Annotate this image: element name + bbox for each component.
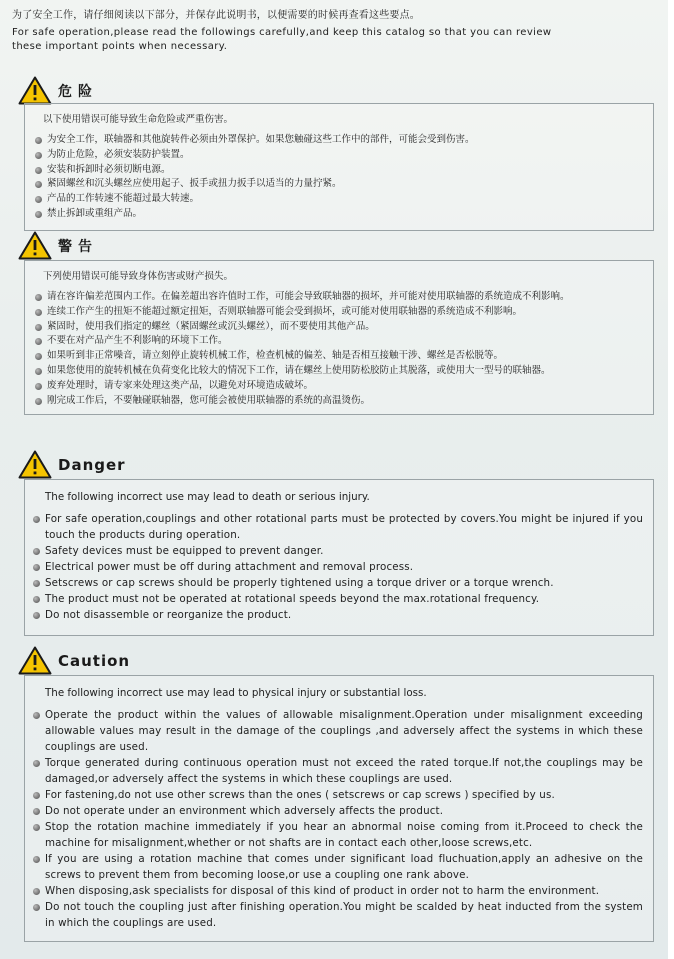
list-item: 不要在对产品产生不利影响的环境下工作。 [47,334,643,349]
caution-en-box [24,675,654,942]
bullet-icon [35,324,42,331]
list-item: Do not touch the coupling just after finishing operation.You might be scalded by heat inducted from the system in which the couplings are used. [45,899,643,931]
bullet-icon [35,338,42,345]
list-item: 请在容许偏差范围内工作。在偏差超出容许值时工作，可能会导致联轴器的损坏，并可能对使用联轴器的系统造成不利影响。 [47,290,643,305]
caution-en-lead: The following incorrect use may lead to physical injury or substantial loss. [45,687,427,699]
bullet-icon [35,309,42,316]
intro-block [12,8,652,54]
list-item: 安装和拆卸时必须切断电源。 [47,163,643,178]
list-item: 为防止危险，必须安装防护装置。 [47,148,643,163]
caution-cn-box [24,260,654,415]
bullet-icon [33,712,40,719]
list-item: Do not operate under an environment which adversely affects the product. [45,803,643,819]
caution-cn-lead: 下列使用错误可能导致身体伤害或财产损失。 [43,271,234,282]
warning-triangle-icon [18,646,52,675]
danger-cn-lead: 以下使用错误可能导致生命危险或严重伤害。 [43,114,234,125]
bullet-icon [33,516,40,523]
bullet-icon [33,760,40,767]
bullet-icon [35,196,42,203]
list-item: 如果您使用的旋转机械在负荷变化比较大的情况下工作，请在螺丝上使用防松胶防止其脱落，或使用大一型号的联轴器。 [47,364,643,379]
bullet-icon [35,152,42,159]
warning-triangle-icon [18,76,52,105]
caution-cn-heading [18,231,98,260]
list-item: 连续工作产生的扭矩不能超过额定扭矩，否则联轴器可能会受到损坏，或可能对使用联轴器的系统造成不利影响。 [47,305,643,320]
list-item: 紧固时，使用我们指定的螺丝（紧固螺丝或沉头螺丝），而不要使用其他产品。 [47,320,643,335]
warning-triangle-icon [18,450,52,479]
bullet-icon [33,888,40,895]
bullet-icon [35,368,42,375]
list-item: For safe operation,couplings and other rotational parts must be protected by covers.You might be injured if you touch the products during operation. [45,511,643,543]
bullet-icon [35,353,42,360]
danger-en-list [45,511,643,623]
bullet-icon [35,383,42,390]
intro-en-line2: these important points when necessary. [12,41,228,52]
list-item: For fastening,do not use other screws than the ones ( setscrews or cap screws ) specified by us. [45,787,643,803]
bullet-icon [33,904,40,911]
list-item: 刚完成工作后，不要触碰联轴器，您可能会被使用联轴器的系统的高温烫伤。 [47,394,643,409]
list-item: If you are using a rotation machine that comes under significant load fluchuation,apply an adhesive on the screws to prevent them from becoming loose,or use a coupling one rank above. [45,851,643,883]
caution-en-list [45,707,643,931]
bullet-icon [35,294,42,301]
danger-cn-box [24,103,654,231]
list-item: Safety devices must be equipped to prevent danger. [45,543,643,559]
bullet-icon [33,580,40,587]
caution-cn-list [47,290,643,408]
intro-cn-text: 为了安全工作，请仔细阅读以下部分，并保存此说明书，以便需要的时候再查看这些要点。 [12,10,420,21]
caution-en-heading [18,646,130,675]
danger-cn-list [47,133,643,222]
danger-cn-title: 危险 [58,83,98,100]
intro-en-line1: For safe operation,please read the followings carefully,and keep this catalog so that you can review [12,27,552,38]
bullet-icon [35,137,42,144]
list-item: Electrical power must be off during attachment and removal process. [45,559,643,575]
bullet-icon [33,856,40,863]
intro-en-text [12,26,652,54]
list-item: 为安全工作，联轴器和其他旋转件必须由外罩保护。如果您触碰这些工作中的部件，可能会受到伤害。 [47,133,643,148]
list-item: Stop the rotation machine immediately if you hear an abnormal noise coming from it.Proceed to check the machine for misalignment,whether or not shafts are in contact each other,loose screws,etc. [45,819,643,851]
bullet-icon [35,398,42,405]
list-item: 紧固螺丝和沉头螺丝应使用起子、扳手或扭力扳手以适当的力量拧紧。 [47,177,643,192]
list-item: When disposing,ask specialists for disposal of this kind of product in order not to harm the environment. [45,883,643,899]
list-item: 如果听到非正常噪音，请立刻停止旋转机械工作，检查机械的偏差、轴是否相互接触干涉、螺丝是否松脱等。 [47,349,643,364]
bullet-icon [33,564,40,571]
list-item: Do not disassemble or reorganize the product. [45,607,643,623]
list-item: 禁止拆卸或重组产品。 [47,207,643,222]
warning-triangle-icon [18,231,52,260]
bullet-icon [33,792,40,799]
bullet-icon [33,596,40,603]
caution-cn-title: 警告 [58,238,98,255]
danger-en-heading [18,450,126,479]
bullet-icon [33,548,40,555]
bullet-icon [33,808,40,815]
danger-cn-heading [18,76,98,105]
list-item: 废弃处理时，请专家来处理这类产品，以避免对环境造成破坏。 [47,379,643,394]
danger-en-box [24,479,654,636]
bullet-icon [35,167,42,174]
caution-en-title: Caution [58,651,131,670]
bullet-icon [33,612,40,619]
bullet-icon [35,181,42,188]
list-item: Torque generated during continuous operation must not exceed the rated torque.If not,the couplings may be damaged,or adversely affect the systems in which these couplings are used. [45,755,643,787]
list-item: Setscrews or cap screws should be properly tightened using a torque driver or a torque wrench. [45,575,643,591]
bullet-icon [33,824,40,831]
bullet-icon [35,211,42,218]
danger-en-title: Danger [58,455,126,474]
list-item: 产品的工作转速不能超过最大转速。 [47,192,643,207]
danger-en-lead: The following incorrect use may lead to death or serious injury. [45,491,370,503]
list-item: Operate the product within the values of allowable misalignment.Operation under misalignment exceeding allowable values may result in the damage of the couplings ,and adversely affect the systems in which these couplings are used. [45,707,643,755]
list-item: The product must not be operated at rotational speeds beyond the max.rotational frequency. [45,591,643,607]
